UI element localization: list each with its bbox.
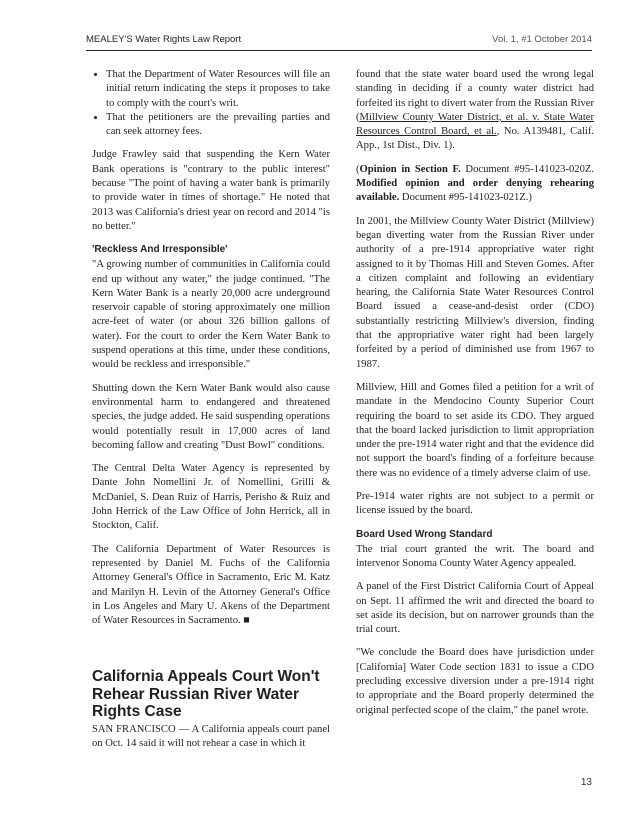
running-header [86, 34, 592, 48]
paragraph: The California Department of Water Resources is represented by Daniel M. Fuchs of the California Attorney General's Office in Sacramento, Eric M. Katz and Marilyn H. Levin of the Attorney General's Office in Los Angeles and Mary U. Akens of the Department of Water Resources in Sacramento. ■ [92, 543, 330, 627]
paragraph: The trial court granted the writ. The board and intervenor Sonoma County Water Agency appealed. [356, 543, 594, 569]
paragraph: Millview, Hill and Gomes filed a petition for a writ of mandate in the Mendocino County Superior Court requiring the board to set aside its CDO. They argued that the board lacked jurisdiction to limit appropriation under the pre-1914 water right and that the evidence did not support the board's finding of a forfeiture because there was no evidence of a timely adverse claim of use. [356, 381, 594, 479]
paragraph: Pre-1914 water rights are not subject to a permit or license issued by the board. [356, 491, 594, 517]
paragraph: A panel of the First District California Court of Appeal on Sept. 11 affirmed the writ and directed the board to set aside its decision, but on narrower grounds than the trial court. [356, 581, 594, 636]
bullet-item: • That the Department of Water Resources will file an initial return indicating the steps it proposes to take to comply with the court's writ. [106, 68, 330, 111]
paragraph: In 2001, the Millview County Water District (Millview) began diverting water from the Russian River under authority of a pre-1914 appropriative water right assigned to it by Thomas Hill and Steven Gomes. After a citizen complaint and following an evidentiary hearing, the California State Water Resources Control Board issued a cease-and-desist order (CDO) substantially restricting Millview's diversion, finding that the appropriative water right had been largely forfeited by a period of diminished use from 1967 to 1987. [356, 215, 594, 370]
article-headline: California Appeals Court Won't Rehear Russian River Water Rights Case [92, 668, 320, 721]
paragraph: Judge Frawley said that suspending the Kern Water Bank operations is "contrary to the public interest" because "The point of having a water bank is primarily to provide water in times of shortage." He noted that 2013 was California's driest year on record and 2014 "is no better." [92, 149, 330, 232]
header-rule [86, 50, 592, 51]
bullet-item: • That the petitioners are the prevailing parties and can seek attorney fees. [106, 111, 330, 140]
right-column [356, 68, 594, 727]
paragraph: Shutting down the Kern Water Bank would also cause environmental harm to endangered and threatened species, the judge added. He said suspending operations would potentially result in 17,000 acres of land becoming fallow and creating "Dust Bowl" conditions. [92, 382, 330, 451]
left-column [92, 68, 330, 760]
document-reference: (Opinion in Section F. Document #95-141023-020Z. Modified opinion and order denying rehearing available. Document #95-141023-021Z.) [356, 163, 594, 204]
bullet-list [92, 68, 330, 139]
section-subhead: 'Reckless And Irresponsible' [92, 244, 228, 256]
case-name: Millview County Water District, et al. v. State Water Resources Control Board, et al. [356, 111, 594, 138]
publication-title: MEALEY'S Water Rights Law Report [86, 34, 242, 45]
paragraph: "We conclude the Board does have jurisdiction under [California] Water Code section 1831 to issue a CDO precluding excessive diversion under a pre-1914 right to appropriate and the Board properly determined the original perfected scope of the claim," the panel wrote. [356, 647, 594, 716]
section-subhead: Board Used Wrong Standard [356, 528, 493, 540]
paragraph: "A growing number of communities in California could end up without any water," the judge continued. "The Kern Water Bank is a nearly 20,000 acre underground reservoir capable of storing approximately one million acre-feet of water (or about 326 billion gallons of water). For the court to order the Kern Water Bank to suspend operations at this time, under these conditions, would be reckless and irresponsible." [92, 259, 330, 371]
paragraph: found that the state water board used the wrong legal standing in deciding if a county water district had forfeited its right to divert water from the Russian River (Millview County Water District, et al. v. State Water Resources Control Board, et al., No. A139481, Calif. App., 1st Dist., Div. 1). [356, 69, 595, 152]
page-number: 13 [580, 777, 592, 788]
issue-info: Vol. 1, #1 October 2014 [492, 34, 592, 45]
paragraph: SAN FRANCISCO — A California appeals court panel on Oct. 14 said it will not rehear a case in which it [92, 723, 330, 750]
paragraph: The Central Delta Water Agency is represented by Dante John Nomellini Jr. of Nomellini, Grilli & McDaniel, S. Dean Ruiz of Harris, Perisho & Ruiz and John Herrick of the Law Office of John Herrick, all in Stockton, Calif. [92, 463, 330, 532]
